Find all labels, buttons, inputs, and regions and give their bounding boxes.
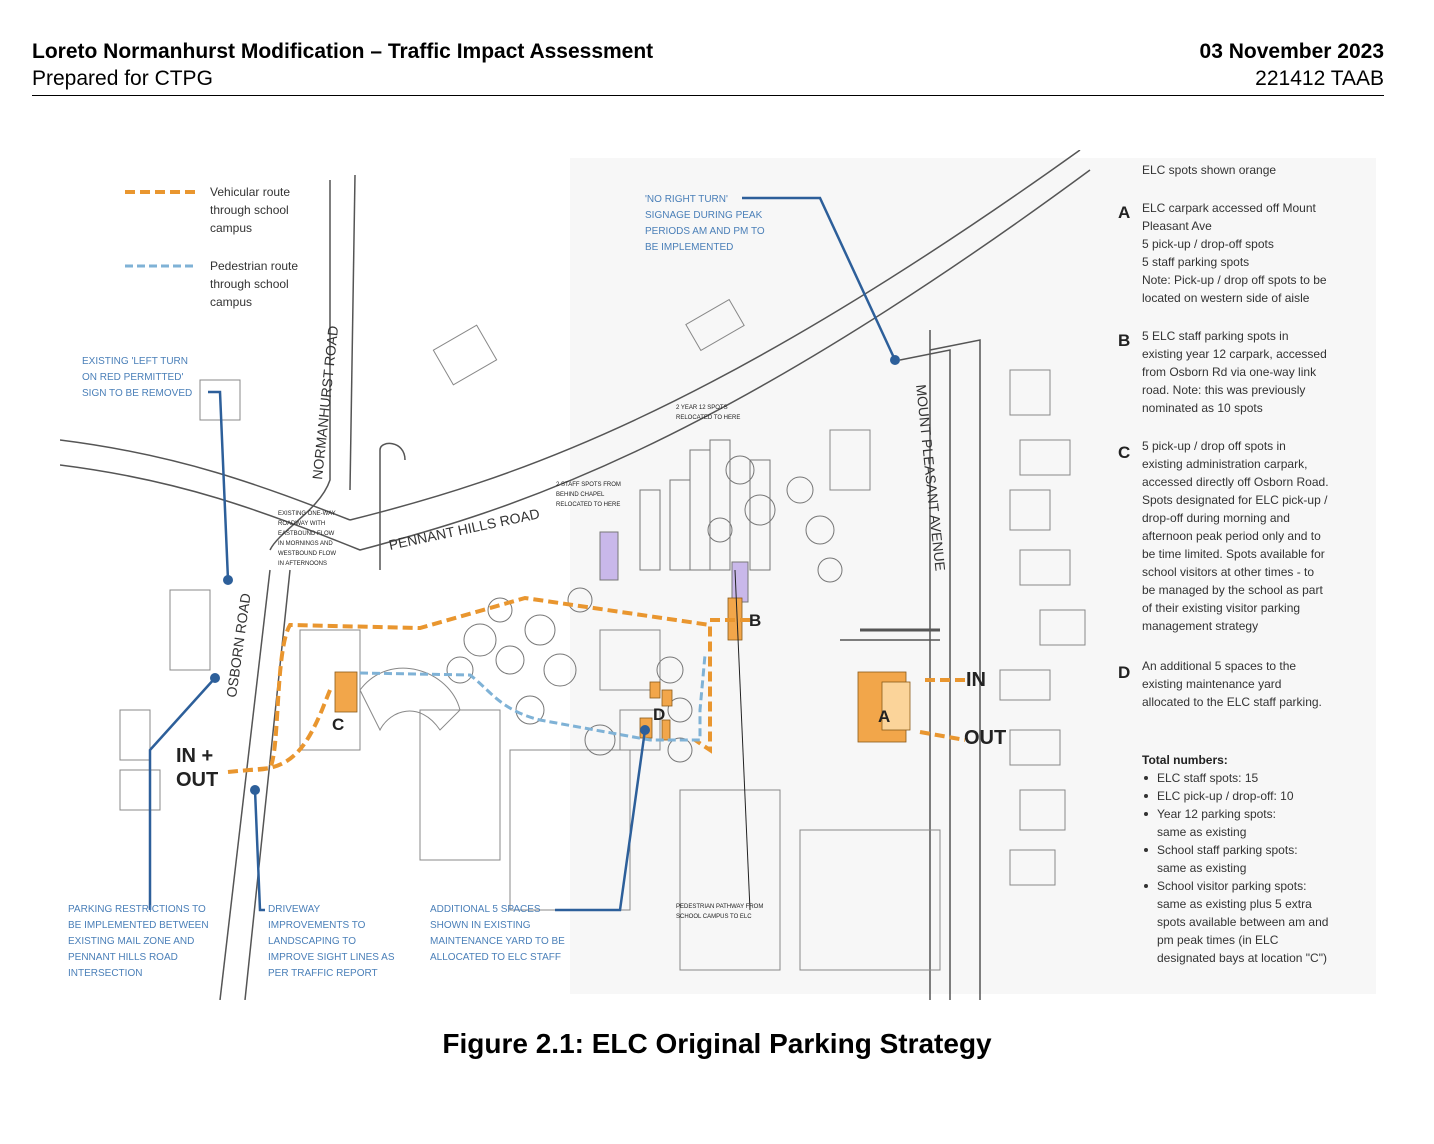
label-in: IN: [966, 669, 986, 691]
note-c-9: be managed by the school as part: [1142, 583, 1323, 597]
note-no-right-turn-3: PERIODS AM AND PM TO: [645, 226, 765, 237]
relocated-staff-spots: [600, 532, 618, 580]
note-one-way-1: EXISTING ONE-WAY: [278, 511, 336, 517]
note-left-turn-3: SIGN TO BE REMOVED: [82, 388, 193, 399]
note-driveway-2: IMPROVEMENTS TO: [268, 920, 366, 931]
figure-caption: Figure 2.1: ELC Original Parking Strategy: [442, 1028, 992, 1059]
note-b-4: road. Note: this was previously: [1142, 383, 1306, 397]
total-visitor-5: designated bays at location "C"): [1157, 951, 1327, 965]
notes-intro: ELC spots shown orange: [1142, 163, 1277, 177]
note-additional-spaces-4: ALLOCATED TO ELC STAFF: [430, 952, 561, 963]
note-b-3: from Osborn Rd via one-way link: [1142, 365, 1317, 379]
document-reference: 221412 TAAB: [1255, 67, 1384, 90]
note-d-2: existing maintenance yard: [1142, 677, 1282, 691]
document-title: Loreto Normanhurst Modification – Traffic Impact Assessment: [32, 40, 654, 63]
legend-pedestrian-3: campus: [210, 295, 253, 309]
note-c-3: accessed directly off Osborn Road.: [1142, 475, 1329, 489]
note-d-3: allocated to the ELC staff parking.: [1142, 695, 1322, 709]
legend-pedestrian-2: through school: [210, 277, 289, 291]
note-no-right-turn-2: SIGNAGE DURING PEAK: [645, 210, 763, 221]
note-a-3: 5 pick-up / drop-off spots: [1142, 237, 1274, 251]
label-out: OUT: [964, 727, 1007, 749]
notes-letter-d: D: [1118, 663, 1131, 682]
total-school-staff-2: same as existing: [1157, 861, 1247, 875]
total-school-staff-1: School staff parking spots:: [1157, 843, 1298, 857]
relocated-year12-spots: [732, 562, 748, 602]
total-visitor-3: spots available between am and: [1157, 915, 1329, 929]
note-left-turn-1: EXISTING 'LEFT TURN: [82, 356, 189, 367]
total-elc-staff: ELC staff spots: 15: [1157, 771, 1259, 785]
note-parking-restrictions-1: PARKING RESTRICTIONS TO: [68, 904, 206, 915]
note-pedestrian-pathway-2: SCHOOL CAMPUS TO ELC: [676, 914, 752, 920]
road-normanhurst: NORMANHURST ROAD: [309, 324, 342, 481]
note-left-turn-2: ON RED PERMITTED': [82, 372, 184, 383]
note-staff-spots-2: BEHIND CHAPEL: [556, 492, 605, 498]
legend-vehicular-2: through school: [210, 203, 289, 217]
note-pedestrian-pathway-1: PEDESTRIAN PATHWAY FROM: [676, 904, 764, 910]
note-b-5: nominated as 10 spots: [1142, 401, 1263, 415]
note-one-way-3: EASTBOUND FLOW: [278, 531, 335, 537]
note-driveway-1: DRIVEWAY: [268, 904, 321, 915]
note-b-1: 5 ELC staff parking spots in: [1142, 329, 1289, 343]
map-letter-b: B: [749, 611, 762, 630]
totals-title: Total numbers:: [1142, 753, 1228, 767]
note-driveway-3: LANDSCAPING TO: [268, 936, 356, 947]
note-additional-spaces-2: SHOWN IN EXISTING: [430, 920, 531, 931]
notes-letter-c: C: [1118, 443, 1131, 462]
map-letter-c: C: [332, 715, 345, 734]
map-letter-a: A: [878, 707, 891, 726]
note-staff-spots-1: 2 STAFF SPOTS FROM: [556, 482, 621, 488]
road-pennant-hills: PENNANT HILLS ROAD: [387, 505, 542, 553]
note-c-11: management strategy: [1142, 619, 1259, 633]
note-one-way-6: IN AFTERNOONS: [278, 561, 328, 567]
note-a-5: Note: Pick-up / drop off spots to be: [1142, 273, 1327, 287]
note-parking-restrictions-4: PENNANT HILLS ROAD: [68, 952, 178, 963]
page-header: [32, 38, 1384, 96]
notes-letter-b: B: [1118, 331, 1131, 350]
total-visitor-1: School visitor parking spots:: [1157, 879, 1307, 893]
legend-vehicular-1: Vehicular route: [210, 185, 291, 199]
note-c-8: school visitors at other times - to: [1142, 565, 1315, 579]
note-c-2: existing administration carpark,: [1142, 457, 1308, 471]
total-elc-pickup: ELC pick-up / drop-off: 10: [1157, 789, 1294, 803]
note-additional-spaces-1: ADDITIONAL 5 SPACES: [430, 904, 541, 915]
note-a-1: ELC carpark accessed off Mount: [1142, 201, 1316, 215]
note-c-7: be time limited. Spots available for: [1142, 547, 1325, 561]
svg-text:EXISTING 'LEFT TURNON RED PERM: [82, 356, 192, 399]
note-a-6: located on western side of aisle: [1142, 291, 1310, 305]
total-year12-2: same as existing: [1157, 825, 1247, 839]
note-driveway-5: PER TRAFFIC REPORT: [268, 968, 378, 979]
note-a-2: Pleasant Ave: [1142, 219, 1212, 233]
note-one-way-2: ROADWAY WITH: [278, 521, 326, 527]
legend-pedestrian-1: Pedestrian route: [210, 259, 299, 273]
map-letter-d: D: [653, 705, 666, 724]
road-osborn: OSBORN ROAD: [223, 592, 254, 699]
document-date: 03 November 2023: [1199, 40, 1384, 63]
legend-vehicular-3: campus: [210, 221, 253, 235]
note-c-1: 5 pick-up / drop off spots in: [1142, 439, 1286, 453]
total-visitor-2: same as existing plus 5 extra: [1157, 897, 1312, 911]
total-visitor-4: pm peak times (in ELC: [1157, 933, 1279, 947]
note-parking-restrictions-3: EXISTING MAIL ZONE AND: [68, 936, 195, 947]
note-parking-restrictions-5: INTERSECTION: [68, 968, 143, 979]
note-c-5: drop-off during morning and: [1142, 511, 1290, 525]
note-no-right-turn-4: BE IMPLEMENTED: [645, 242, 734, 253]
total-year12-1: Year 12 parking spots:: [1157, 807, 1276, 821]
note-c-10: of their existing visitor parking: [1142, 601, 1301, 615]
note-c-6: afternoon peak period only and to: [1142, 529, 1321, 543]
parking-strategy-map: [60, 150, 1376, 1000]
prepared-for: Prepared for CTPG: [32, 67, 213, 90]
note-additional-spaces-3: MAINTENANCE YARD TO BE: [430, 936, 565, 947]
note-c-4: Spots designated for ELC pick-up /: [1142, 493, 1328, 507]
note-staff-spots-3: RELOCATED TO HERE: [556, 502, 621, 508]
label-out-left: OUT: [176, 769, 219, 791]
note-a-4: 5 staff parking spots: [1142, 255, 1250, 269]
road-mount-pleasant: MOUNT PLEASANT AVENUE: [913, 383, 949, 572]
notes-letter-a: A: [1118, 203, 1131, 222]
label-in-plus: IN +: [176, 745, 214, 767]
note-b-2: existing year 12 carpark, accessed: [1142, 347, 1327, 361]
note-no-right-turn-1: 'NO RIGHT TURN': [645, 194, 728, 205]
note-one-way-5: WESTBOUND FLOW: [278, 551, 336, 557]
note-driveway-4: IMPROVE SIGHT LINES AS: [268, 952, 395, 963]
note-year12-spots-1: 2 YEAR 12 SPOTS: [676, 405, 728, 411]
note-one-way-4: IN MORNINGS AND: [278, 541, 333, 547]
note-year12-spots-2: RELOCATED TO HERE: [676, 415, 741, 421]
note-d-1: An additional 5 spaces to the: [1142, 659, 1297, 673]
note-parking-restrictions-2: BE IMPLEMENTED BETWEEN: [68, 920, 209, 931]
